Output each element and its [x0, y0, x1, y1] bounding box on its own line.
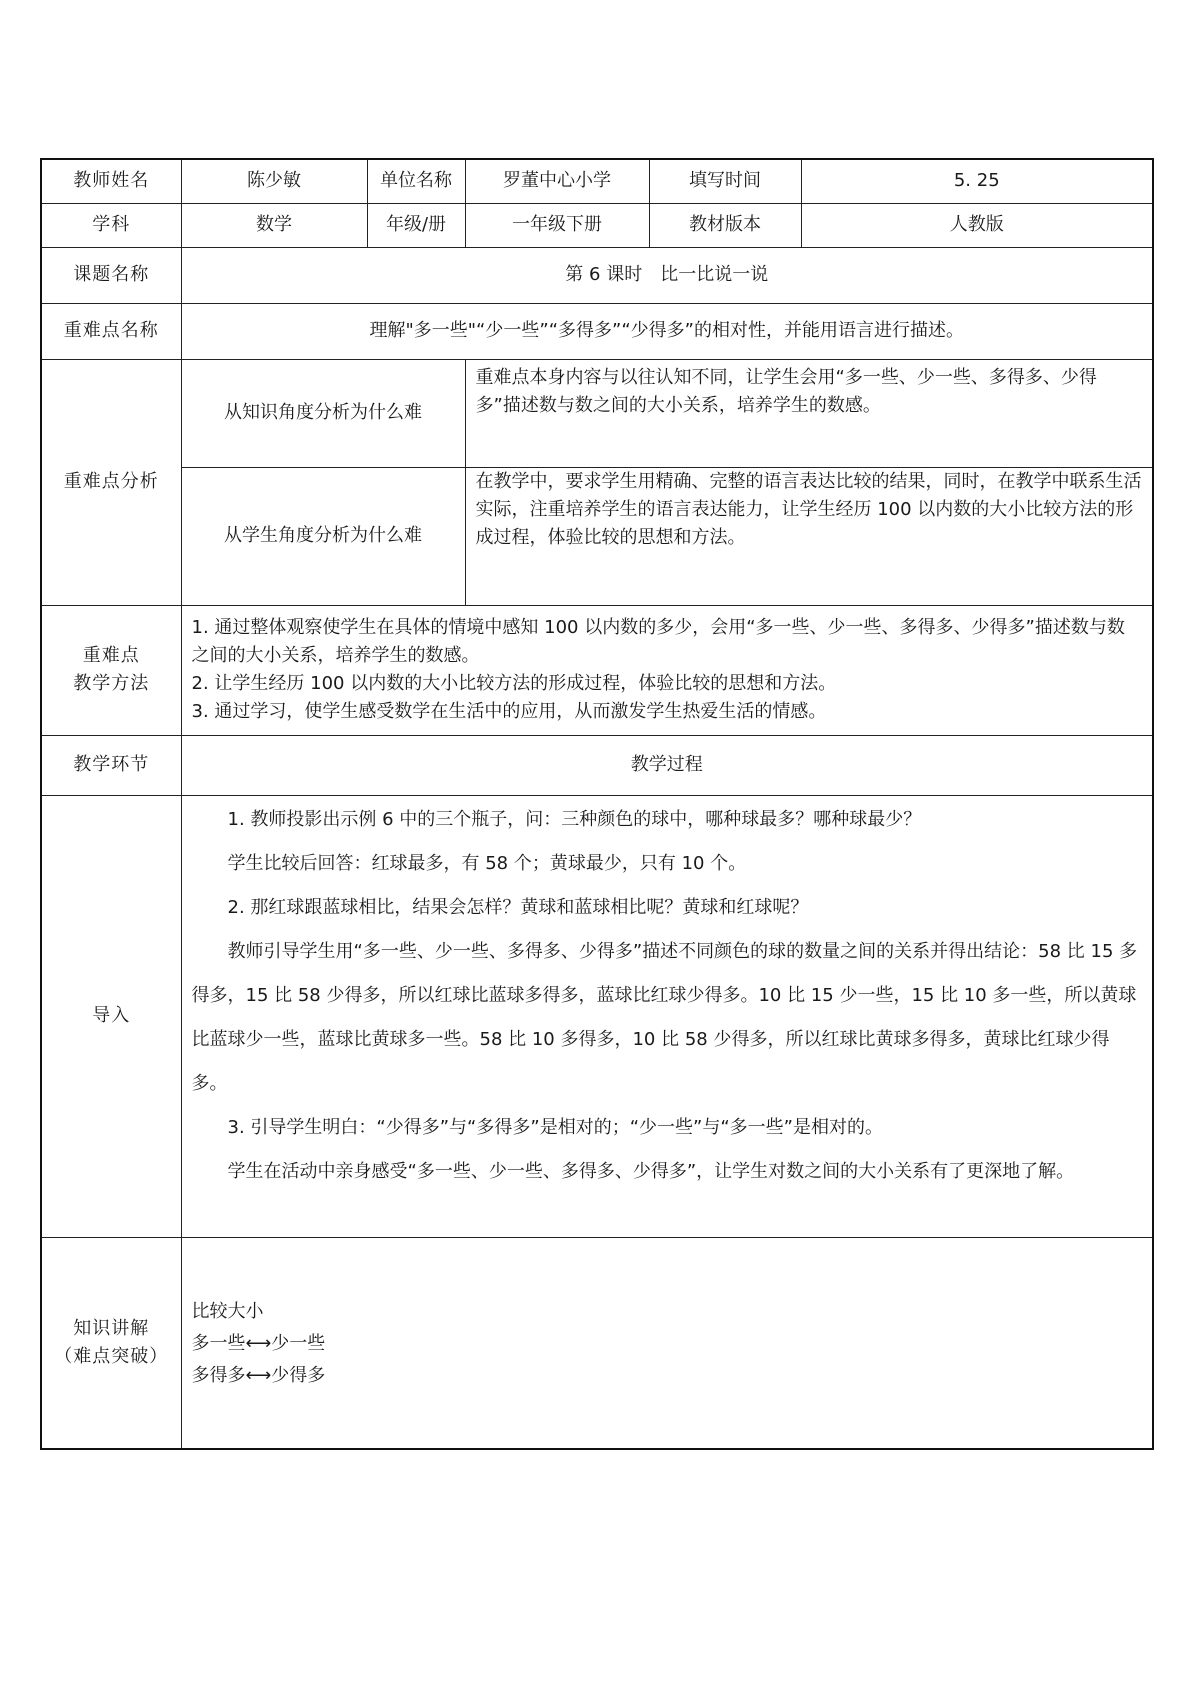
student-angle-label: 从学生角度分析为什么难: [181, 467, 465, 605]
subject-value: 数学: [181, 203, 367, 247]
row-knowledge: [41, 1237, 1153, 1449]
knowledge-line: 多得多⟷少得多: [191, 1364, 326, 1386]
row-analysis-student: [41, 467, 1153, 605]
intro-paragraph: 学生比较后回答：红球最多，有 58 个；黄球最少，只有 10 个。: [227, 852, 747, 874]
row-subject-info: [41, 203, 1153, 247]
lesson-title-label: 课题名称: [41, 247, 181, 303]
analysis-label: 重难点分析: [41, 359, 181, 605]
subject-label: 学科: [41, 203, 181, 247]
intro-label: 导入: [41, 795, 181, 1237]
method-item: 1. 通过整体观察使学生在具体的情境中感知 100 以内数的多少，会用“多一些、少一些、多得多、少得多”描述数与数之间的大小关系，培养学生的数感。: [191, 617, 1125, 666]
row-intro: [41, 795, 1153, 1237]
fill-date-value: 5. 25: [801, 159, 1153, 203]
stage-label: 教学环节: [41, 735, 181, 795]
knowledge-angle-text: 重难点本身内容与以往认知不同，让学生会用“多一些、少一些、多得多、少得多”描述数与数之间的大小关系，培养学生的数感。: [465, 359, 1153, 467]
intro-paragraph: 1. 教师投影出示例 6 中的三个瓶子，问：三种颜色的球中，哪种球最多？哪种球最少？: [227, 808, 922, 830]
method-label-line1: 重难点: [82, 645, 140, 666]
row-teaching-method: [41, 605, 1153, 735]
knowledge-label: [41, 1237, 181, 1449]
knowledge-label-line2: （难点突破）: [54, 1345, 169, 1367]
intro-paragraph: 学生在活动中亲身感受“多一些、少一些、多得多、少得多”，让学生对数之间的大小关系有了更深地了解。: [227, 1160, 1075, 1182]
student-angle-text: 在教学中，要求学生用精确、完整的语言表达比较的结果，同时，在教学中联系生活实际，注重培养学生的语言表达能力，让学生经历 100 以内数的大小比较方法的形成过程，体验比较的思想和方法。: [465, 467, 1153, 605]
method-label: [41, 605, 181, 735]
method-item: 2. 让学生经历 100 以内数的大小比较方法的形成过程，体验比较的思想和方法。: [191, 673, 837, 694]
method-content: [181, 605, 1153, 735]
teacher-name-label: 教师姓名: [41, 159, 181, 203]
lesson-plan-table: [40, 158, 1154, 1450]
fill-date-label: 填写时间: [649, 159, 801, 203]
process-label: 教学过程: [181, 735, 1153, 795]
intro-paragraph: 教师引导学生用“多一些、少一些、多得多、少得多”描述不同颜色的球的数量之间的关系并得出结论：58 比 15 多得多，15 比 58 少得多，所以红球比蓝球多得多，蓝球比红球少得多。10 比 15 少一些，15 比 10 多一些，所以黄球比蓝球少一些，蓝球比黄球多一些。58 比 10 多得多，10 比 58 少得多，所以红球比黄球多得多，黄球比红球少得多。: [191, 940, 1138, 1094]
grade-value: 一年级下册: [465, 203, 649, 247]
knowledge-content: [181, 1237, 1153, 1449]
key-point-value: 理解"多一些"“少一些”“多得多”“少得多”的相对性，并能用语言进行描述。: [181, 303, 1153, 359]
row-key-point: [41, 303, 1153, 359]
teacher-name-value: 陈少敏: [181, 159, 367, 203]
lesson-title-value: 第 6 课时 比一比说一说: [181, 247, 1153, 303]
edition-label: 教材版本: [649, 203, 801, 247]
key-point-label: 重难点名称: [41, 303, 181, 359]
knowledge-angle-label: 从知识角度分析为什么难: [181, 359, 465, 467]
unit-name-label: 单位名称: [367, 159, 465, 203]
method-label-line2: 教学方法: [73, 673, 150, 694]
intro-paragraph: 2. 那红球跟蓝球相比，结果会怎样？黄球和蓝球相比呢？黄球和红球呢？: [227, 896, 809, 918]
row-analysis-knowledge: [41, 359, 1153, 467]
grade-label: 年级/册: [367, 203, 465, 247]
method-item: 3. 通过学习，使学生感受数学在生活中的应用，从而激发学生热爱生活的情感。: [191, 701, 827, 722]
knowledge-label-line1: 知识讲解: [73, 1317, 150, 1339]
row-process-header: [41, 735, 1153, 795]
row-lesson-title: [41, 247, 1153, 303]
unit-name-value: 罗董中心小学: [465, 159, 649, 203]
row-teacher-info: [41, 159, 1153, 203]
knowledge-line: 多一些⟷少一些: [191, 1332, 326, 1354]
edition-value: 人教版: [801, 203, 1153, 247]
intro-paragraph: 3. 引导学生明白：“少得多”与“多得多”是相对的；“少一些”与“多一些”是相对的。: [227, 1116, 883, 1138]
knowledge-line: 比较大小: [191, 1300, 264, 1322]
intro-content: [181, 795, 1153, 1237]
